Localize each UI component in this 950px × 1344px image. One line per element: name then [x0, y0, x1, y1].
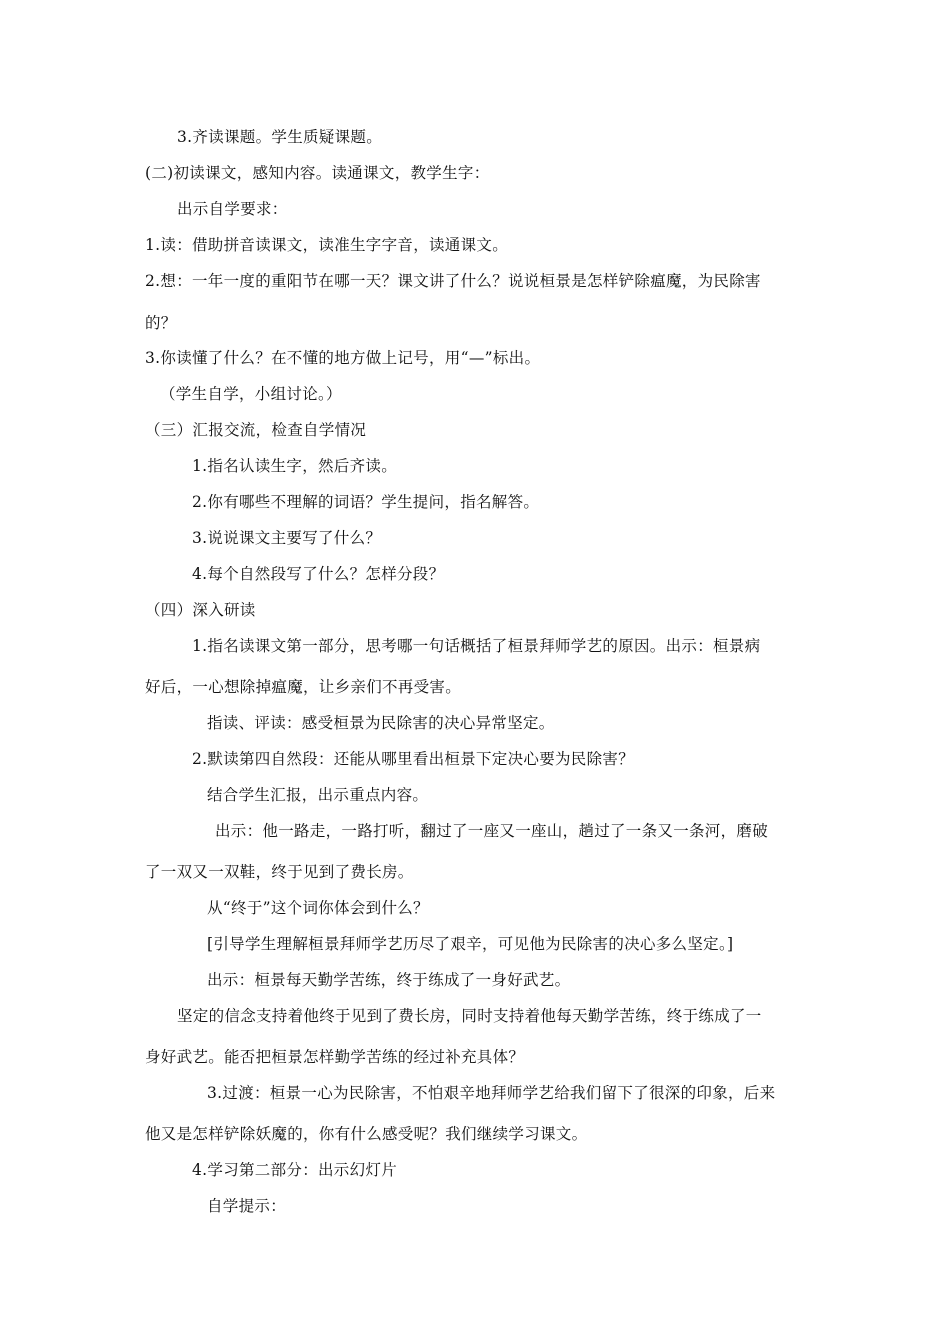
text-line: 坚定的信念支持着他终于见到了费长房，同时支持着他每天勤学苦练，终于练成了一: [177, 1007, 762, 1025]
text-line: 3.你读懂了什么？在不懂的地方做上记号，用“—”标出。: [145, 349, 541, 367]
section-heading: （四）深入研读: [145, 601, 256, 619]
text-line: 结合学生汇报，出示重点内容。: [207, 786, 429, 804]
section-heading: (二)初读课文，感知内容。读通课文，教学生字：: [145, 164, 490, 182]
text-line: 2.想：一年一度的重阳节在哪一天？课文讲了什么？说说桓景是怎样铲除瘟魔，为民除害: [145, 272, 761, 290]
text-line: 出示：桓景每天勤学苦练，终于练成了一身好武艺。: [207, 971, 571, 989]
text-line: （学生自学，小组讨论。）: [160, 385, 342, 403]
text-line: 好后，一心想除掉瘟魔，让乡亲们不再受害。: [145, 678, 462, 696]
text-line: 2.默读第四自然段：还能从哪里看出桓景下定决心要为民除害？: [192, 750, 634, 768]
text-line: 自学提示：: [207, 1197, 287, 1215]
text-line: 1.指名认读生字，然后齐读。: [192, 457, 397, 475]
text-line: 指读、评读：感受桓景为民除害的决心异常坚定。: [207, 714, 555, 732]
text-line: 4.每个自然段写了什么？怎样分段？: [192, 565, 445, 583]
text-line: 出示自学要求：: [177, 200, 288, 218]
text-line: 从“终于”这个词你体会到什么？: [207, 899, 429, 917]
text-line: 的？: [145, 314, 177, 332]
text-line: 3.过渡：桓景一心为民除害，不怕艰辛地拜师学艺给我们留下了很深的印象，后来: [207, 1084, 776, 1102]
text-line: 1.指名读课文第一部分，思考哪一句话概括了桓景拜师学艺的原因。出示：桓景病: [192, 637, 761, 655]
text-line: 1.读：借助拼音读课文，读准生字字音，读通课文。: [145, 236, 508, 254]
section-heading: （三）汇报交流，检查自学情况: [145, 421, 367, 439]
text-line: 了一双又一双鞋，终于见到了费长房。: [145, 863, 414, 881]
text-line: 身好武艺。能否把桓景怎样勤学苦练的经过补充具体？: [145, 1048, 525, 1066]
text-line: 2.你有哪些不理解的词语？学生提问，指名解答。: [192, 493, 540, 511]
text-line: 4.学习第二部分：出示幻灯片: [192, 1161, 397, 1179]
text-line: 3.说说课文主要写了什么？: [192, 529, 382, 547]
text-line: 出示：他一路走，一路打听，翻过了一座又一座山，趟过了一条又一条河，磨破: [215, 822, 769, 840]
text-line: [引导学生理解桓景拜师学艺历尽了艰辛，可见他为民除害的决心多么坚定。]: [207, 935, 734, 953]
text-line: 3.齐读课题。学生质疑课题。: [177, 128, 382, 146]
text-line: 他又是怎样铲除妖魔的，你有什么感受呢？我们继续学习课文。: [145, 1125, 588, 1143]
